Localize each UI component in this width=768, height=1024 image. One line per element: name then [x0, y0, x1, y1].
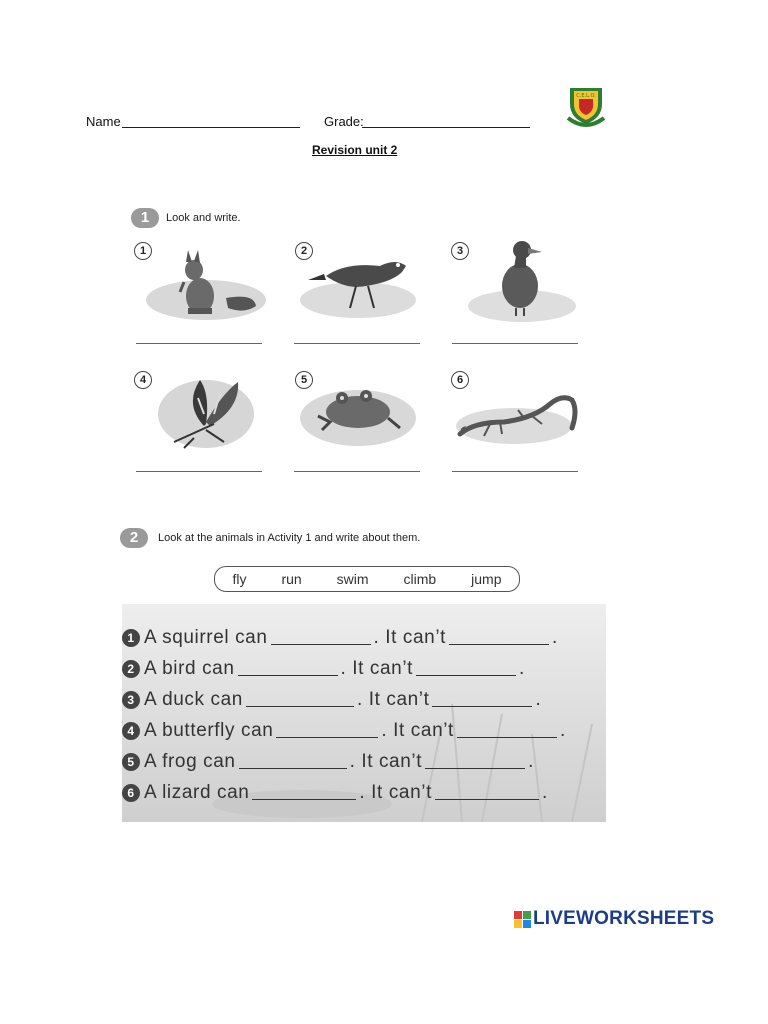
answer-blank[interactable]: [416, 675, 516, 676]
logo-text: C.E.L.O.: [576, 93, 596, 99]
answer-blank[interactable]: [425, 768, 525, 769]
answer-blank[interactable]: [252, 799, 356, 800]
answer-line[interactable]: [136, 343, 262, 344]
squirrel-image: [144, 238, 268, 328]
answer-blank[interactable]: [457, 737, 557, 738]
activity1-instruction: Look and write.: [166, 212, 241, 224]
brand-square: [514, 911, 522, 919]
butterfly-image: [144, 364, 268, 454]
brand-square: [523, 911, 531, 919]
word-bank-item: jump: [471, 571, 502, 587]
sentence-number: 2: [122, 660, 140, 678]
brand-square: [514, 920, 522, 928]
school-crest-logo: [560, 78, 612, 135]
sentence-number: 5: [122, 753, 140, 771]
bird-image: [296, 238, 420, 328]
word-bank-item: run: [281, 571, 302, 587]
page-title: Revision unit 2: [312, 143, 398, 157]
word-bank-item: swim: [336, 571, 369, 587]
answer-blank[interactable]: [239, 768, 347, 769]
sentence-number: 6: [122, 784, 140, 802]
answer-line[interactable]: [452, 343, 578, 344]
answer-line[interactable]: [294, 471, 420, 472]
item-number: 6: [451, 371, 469, 389]
sentence-row: 5 A frog can . It can’t .: [122, 748, 534, 774]
sentence-exercise: [122, 604, 606, 822]
lizard-image: [454, 388, 580, 478]
sentence-number: 1: [122, 629, 140, 647]
answer-blank[interactable]: [449, 644, 549, 645]
frog-image: [296, 370, 420, 460]
sentence-row: 2 A bird can . It can’t .: [122, 655, 525, 681]
activity2-badge: 2: [120, 528, 148, 548]
grade-input-line[interactable]: [362, 127, 530, 128]
liveworksheets-logo: [514, 908, 714, 930]
sentence-row: 1 A squirrel can . It can’t .: [122, 624, 558, 650]
item-number: 1: [134, 242, 152, 260]
answer-blank[interactable]: [435, 799, 539, 800]
answer-blank[interactable]: [238, 675, 338, 676]
answer-blank[interactable]: [432, 706, 532, 707]
word-bank-item: fly: [232, 571, 247, 587]
answer-blank[interactable]: [271, 644, 371, 645]
item-number: 5: [295, 371, 313, 389]
answer-blank[interactable]: [276, 737, 378, 738]
answer-line[interactable]: [294, 343, 420, 344]
brand-text: LIVEWORKSHEETS: [533, 908, 715, 929]
answer-line[interactable]: [452, 471, 578, 472]
item-number: 3: [451, 242, 469, 260]
word-bank-item: climb: [403, 571, 437, 587]
brand-square: [523, 920, 531, 928]
name-label: Name: [86, 114, 121, 129]
activity1-badge: 1: [131, 208, 159, 228]
brand-grid-icon: [514, 911, 531, 928]
item-number: 4: [134, 371, 152, 389]
sentence-number: 3: [122, 691, 140, 709]
item-number: 2: [295, 242, 313, 260]
duck-image: [458, 236, 582, 326]
sentence-row: 3 A duck can . It can’t .: [122, 686, 541, 712]
sentence-row: 4 A butterfly can . It can’t .: [122, 717, 566, 743]
word-bank: [214, 566, 520, 592]
activity2-instruction: Look at the animals in Activity 1 and write about them.: [158, 532, 421, 544]
grade-label: Grade:: [324, 114, 364, 129]
answer-blank[interactable]: [246, 706, 354, 707]
name-input-line[interactable]: [122, 127, 300, 128]
answer-line[interactable]: [136, 471, 262, 472]
sentence-number: 4: [122, 722, 140, 740]
sentence-row: 6 A lizard can . It can’t .: [122, 779, 548, 805]
